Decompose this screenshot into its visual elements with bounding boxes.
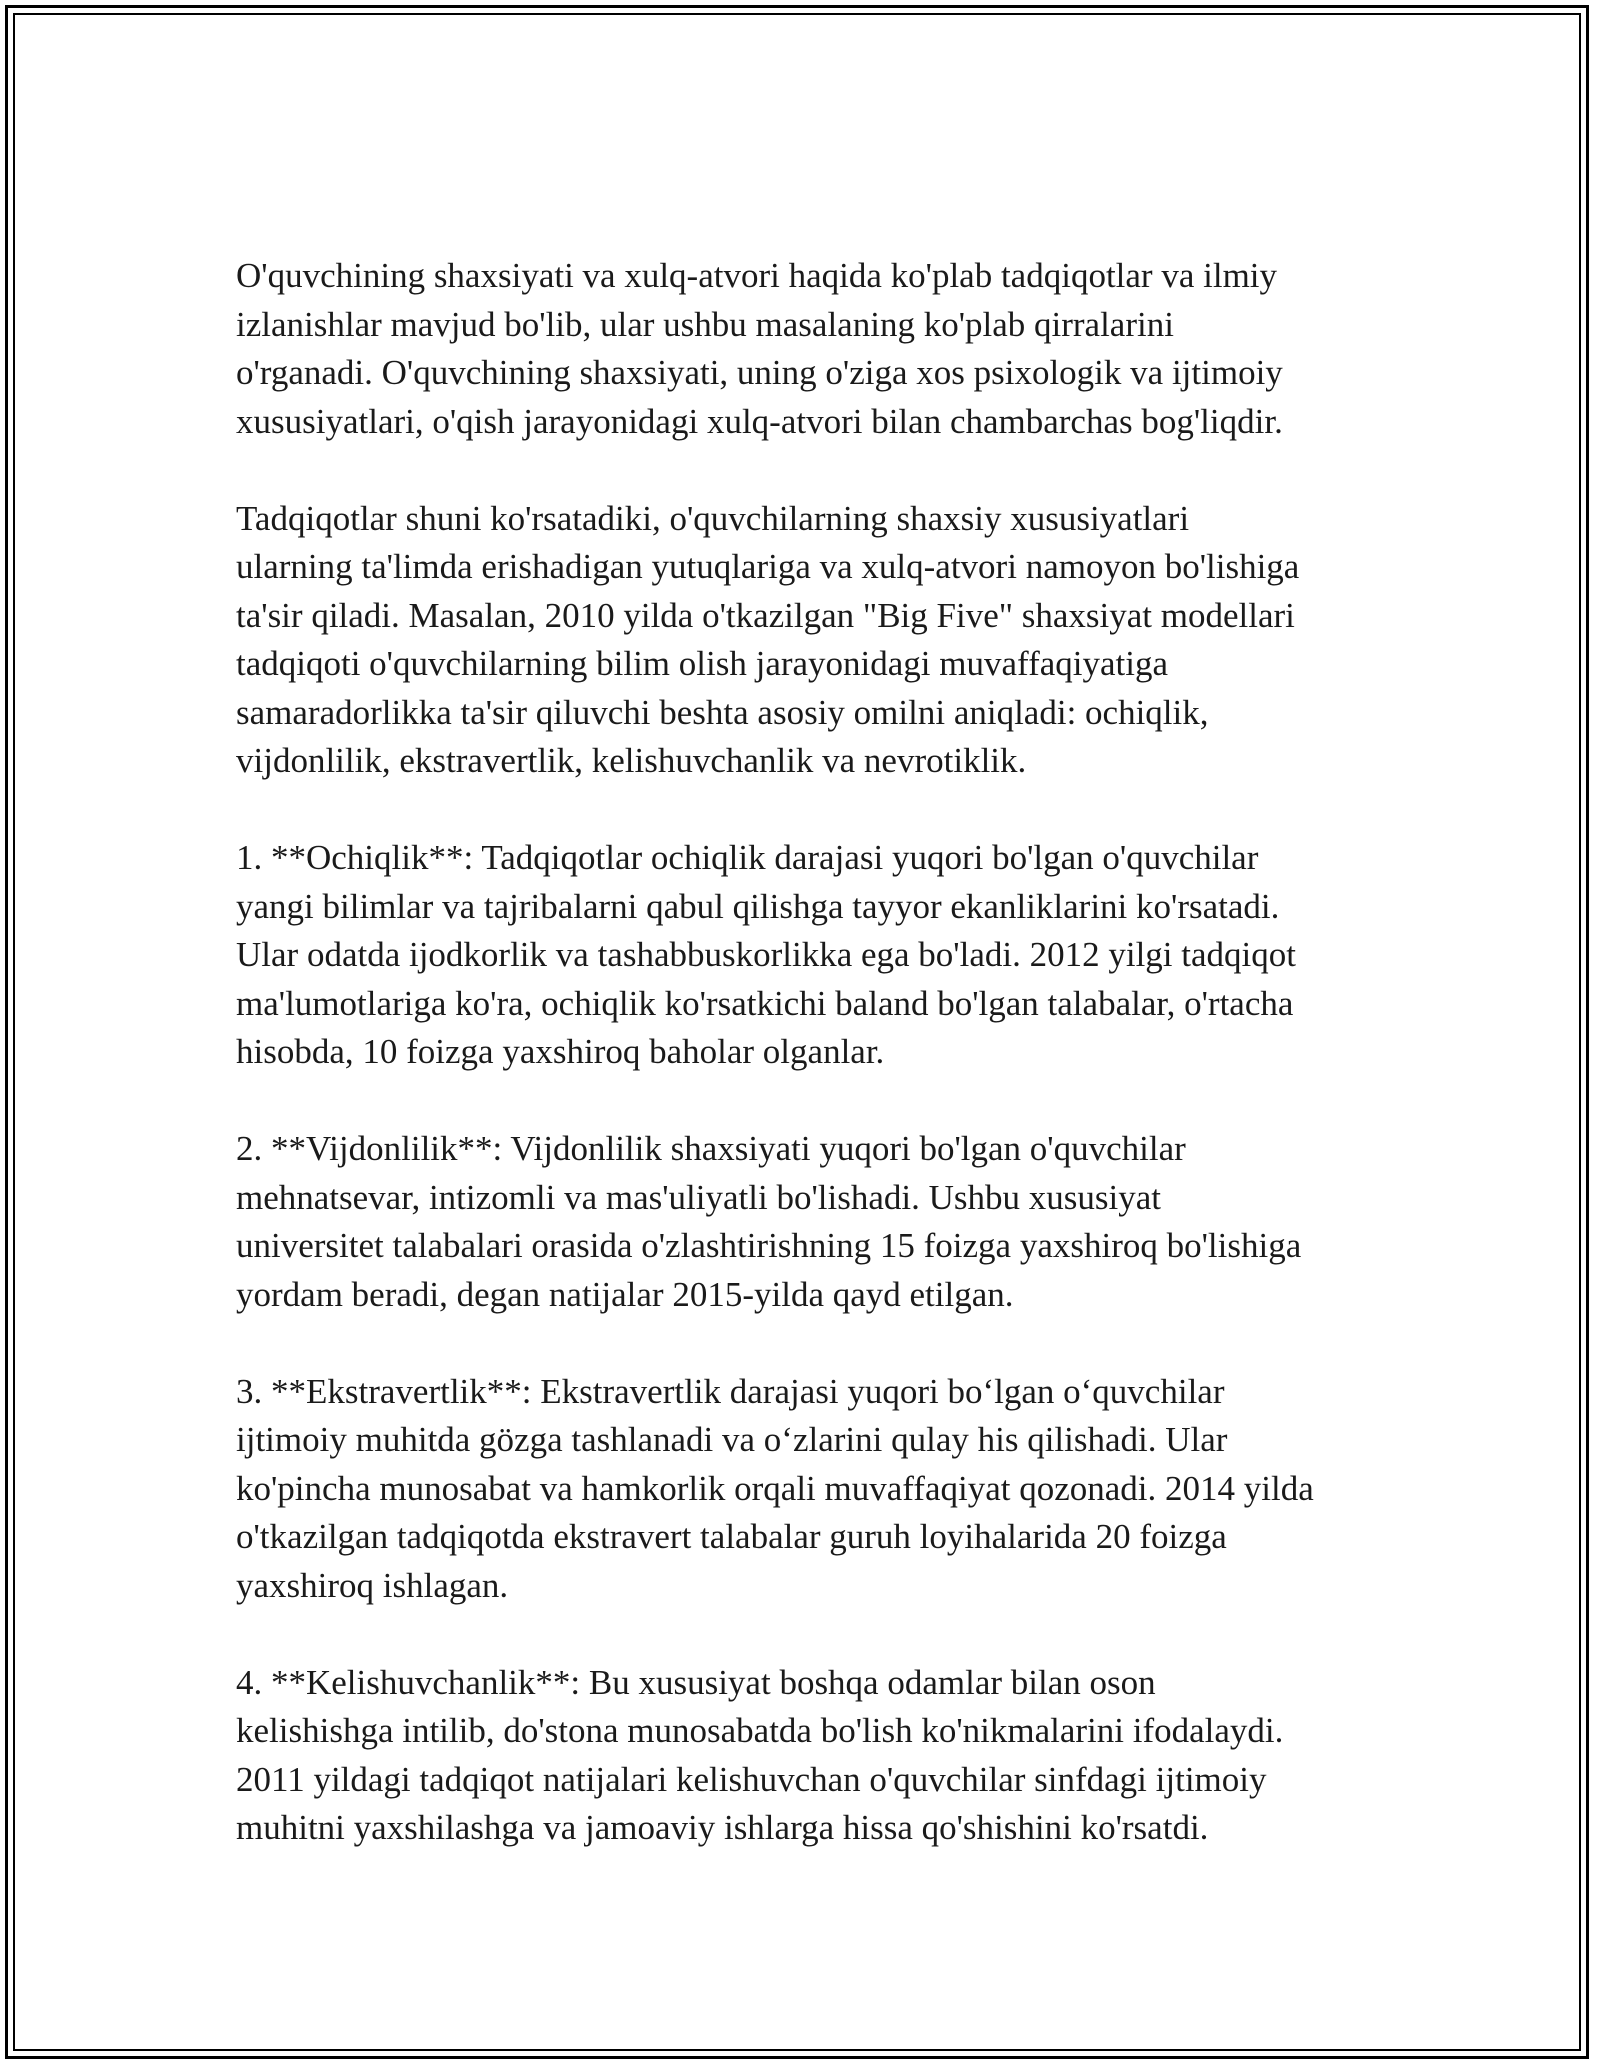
paragraph-conscientiousness: 2. **Vijdonlilik**: Vijdonlilik shaxsiyati yuqori bo'lgan o'quvchilar mehnatsevar, intizomli va mas'uliyatli bo'lishadi. Ushbu xususiyat universitet talabalari orasida o'zlashtirishning 15 foizga yaxshiroq bo'lishiga yordam beradi, degan natijalar 2015-yilda qayd etilgan. [236, 1129, 1302, 1314]
paragraph-openness: 1. **Ochiqlik**: Tadqiqotlar ochiqlik darajasi yuqori bo'lgan o'quvchilar yangi bilimlar va tajribalarni qabul qilishga tayyor ekanliklarini ko'rsatadi. Ular odatda ijodkorlik va tashabbuskorlikka ega bo'ladi. 2012 yilgi tadqiqot ma'lumotlariga ko'ra, ochiqlik ko'rsatkichi baland bo'lgan talabalar, o'rtacha hisobda, 10 foizga yaxshiroq baholar olganlar. [236, 838, 1296, 1071]
paragraph-agreeableness: 4. **Kelishuvchanlik**: Bu xususiyat boshqa odamlar bilan oson kelishishga intilib, do'stona munosabatda bo'lish ko'nikmalarini ifodalaydi. 2011 yildagi tadqiqot natijalari kelishuvchan o'quvchilar sinfdagi ijtimoiy muhitni yaxshilashga va jamoaviy ishlarga hissa qo'shishini ko'rsatdi. [236, 1662, 1284, 1847]
paragraph-big-five: Tadqiqotlar shuni ko'rsatadiki, o'quvchilarning shaxsiy xususiyatlari ularning ta'limda erishadigan yutuqlariga va xulq-atvori namoyon bo'lishiga ta'sir qiladi. Masalan, 2010 yilda o'tkazilgan "Big Five" shaxsiyat modellari tadqiqoti o'quvchilarning bilim olish jarayonidagi muvaffaqiyatiga samaradorlikka ta'sir qiluvchi beshta asosiy omilni aniqladi: ochiqlik, vijdonlilik, ekstravertlik, kelishuvchanlik va nevrotiklik. [236, 498, 1300, 780]
document-body [236, 252, 1386, 1901]
paragraph-intro: O'quvchining shaxsiyati va xulq-atvori haqida ko'plab tadqiqotlar va ilmiy izlanishlar mavjud bo'lib, ular ushbu masalaning ko'plab qirralarini o'rganadi. O'quvchining shaxsiyati, uning o'ziga xos psixologik va ijtimoiy xususiyatlari, o'qish jarayonidagi xulq-atvori bilan chambarchas bog'liqdir. [236, 256, 1283, 441]
paragraph-extraversion: 3. **Ekstravertlik**: Ekstravertlik darajasi yuqori bo‘lgan o‘quvchilar ijtimoiy muhitda gözga tashlanadi va o‘zlarini qulay his qilishadi. Ular ko'pincha munosabat va hamkorlik orqali muvaffaqiyat qozonadi. 2014 yilda o'tkazilgan tadqiqotda ekstravert talabalar guruh loyihalarida 20 foizga yaxshiroq ishlagan. [236, 1371, 1314, 1605]
